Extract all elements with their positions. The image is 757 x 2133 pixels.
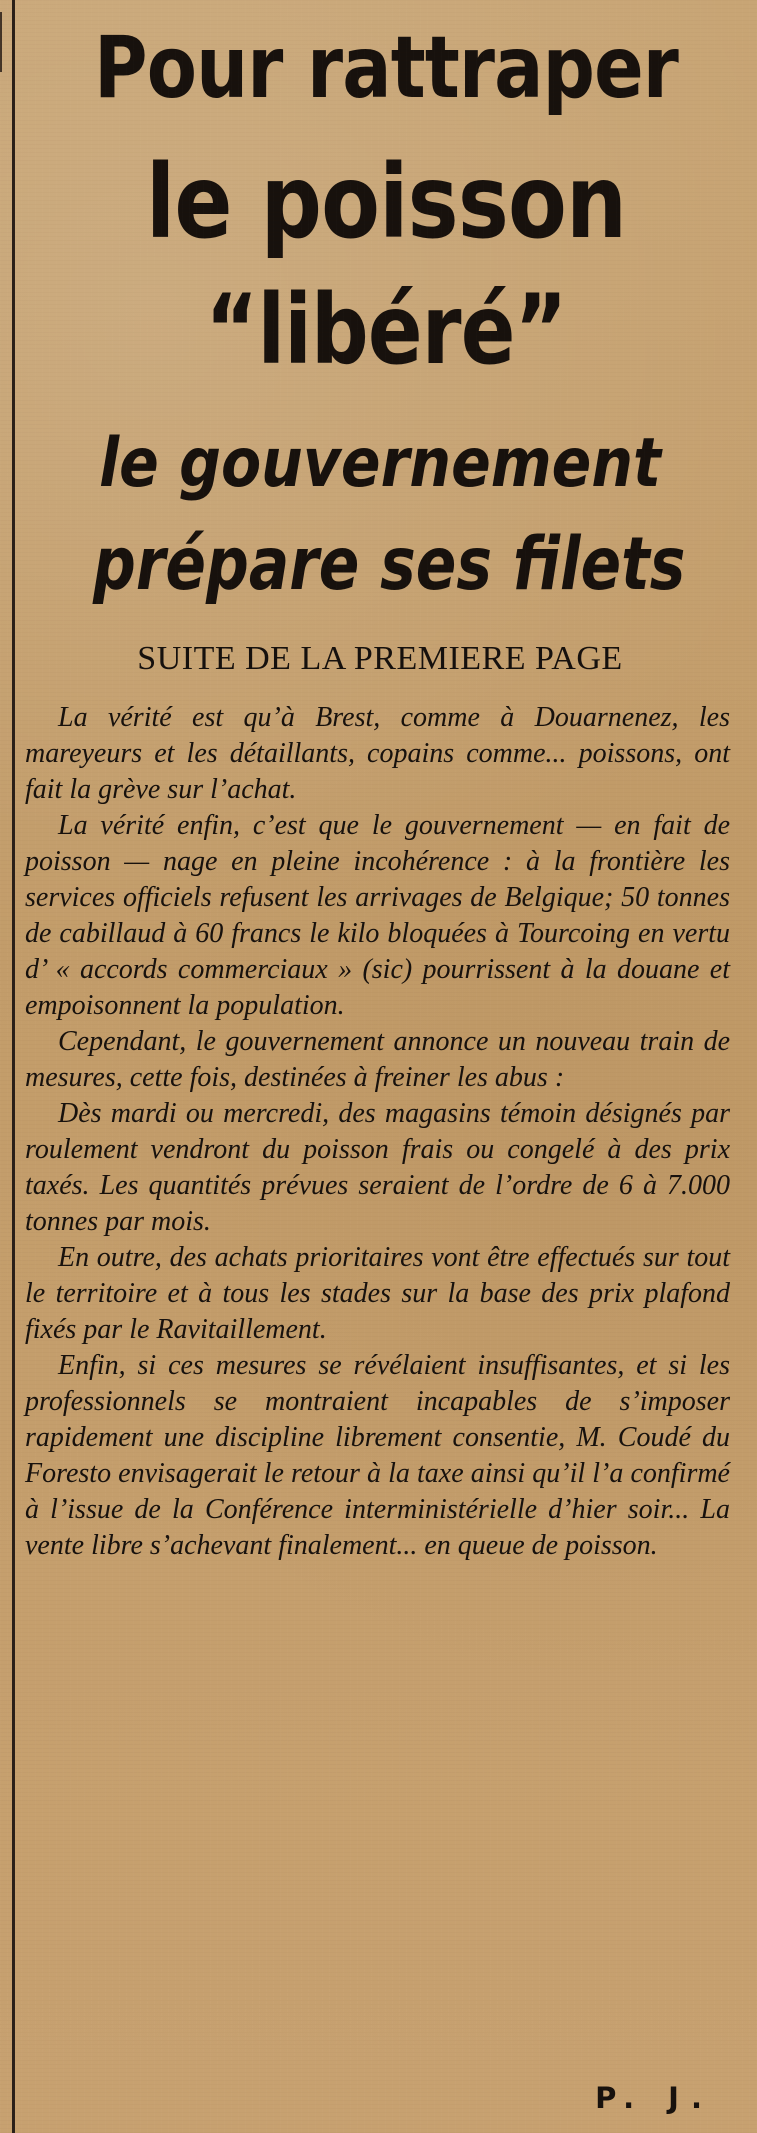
continuation-kicker: SUITE DE LA PREMIERE PAGE [137, 640, 623, 677]
headline-line-1: Pour rattraper [93, 18, 679, 118]
subhead-line-2: prépare ses filets [93, 522, 686, 607]
article-paragraph: La vérité enfin, c’est que le gouvernement — en fait de poisson — nage en pleine incohérence : à la frontière les services officiels refusent les arrivages de Belgique; 50 tonnes de cabillaud à 60 francs le kilo bloquées à Tourcoing en vertu d’ « accords commerciaux » (sic) pourrissent à la douane et empoisonnent la population. [25, 810, 730, 1021]
article-body [25, 700, 730, 1564]
left-column-rule [12, 0, 15, 2133]
headline-line-2: le poisson [145, 143, 627, 262]
article-paragraph: Enfin, si ces mesures se révélaient insuffisantes, et si les professionnels se montraient incapables de s’imposer rapidement une discipline librement consentie, M. Coudé du Foresto envisagerait le retour à la taxe ainsi qu’il l’a confirmé à l’issue de la Conférence interministérielle d’hier soir... La vente libre s’achevant finalement... en queue de poisson. [25, 1350, 730, 1561]
author-initials: P. J. [595, 2081, 714, 2115]
article-paragraph: La vérité est qu’à Brest, comme à Douarnenez, les mareyeurs et les détaillants, copains comme... poissons, ont fait la grève sur l’achat. [25, 702, 730, 805]
article-paragraph: Cependant, le gouvernement annonce un nouveau train de mesures, cette fois, destinées à freiner les abus : [25, 1026, 730, 1093]
headline-line-3: “libéré” [205, 274, 567, 386]
subhead-line-1: le gouvernement [99, 424, 661, 503]
left-edge-mark [0, 12, 2, 72]
article-paragraph: En outre, des achats prioritaires vont être effectués sur tout le territoire et à tous les stades sur la base des prix plafond fixés par le Ravitaillement. [25, 1242, 730, 1345]
article-paragraph: Dès mardi ou mercredi, des magasins témoin désignés par roulement vendront du poisson frais ou congelé à des prix taxés. Les quantités prévues seraient de l’ordre de 6 à 7.000 tonnes par mois. [25, 1098, 730, 1237]
